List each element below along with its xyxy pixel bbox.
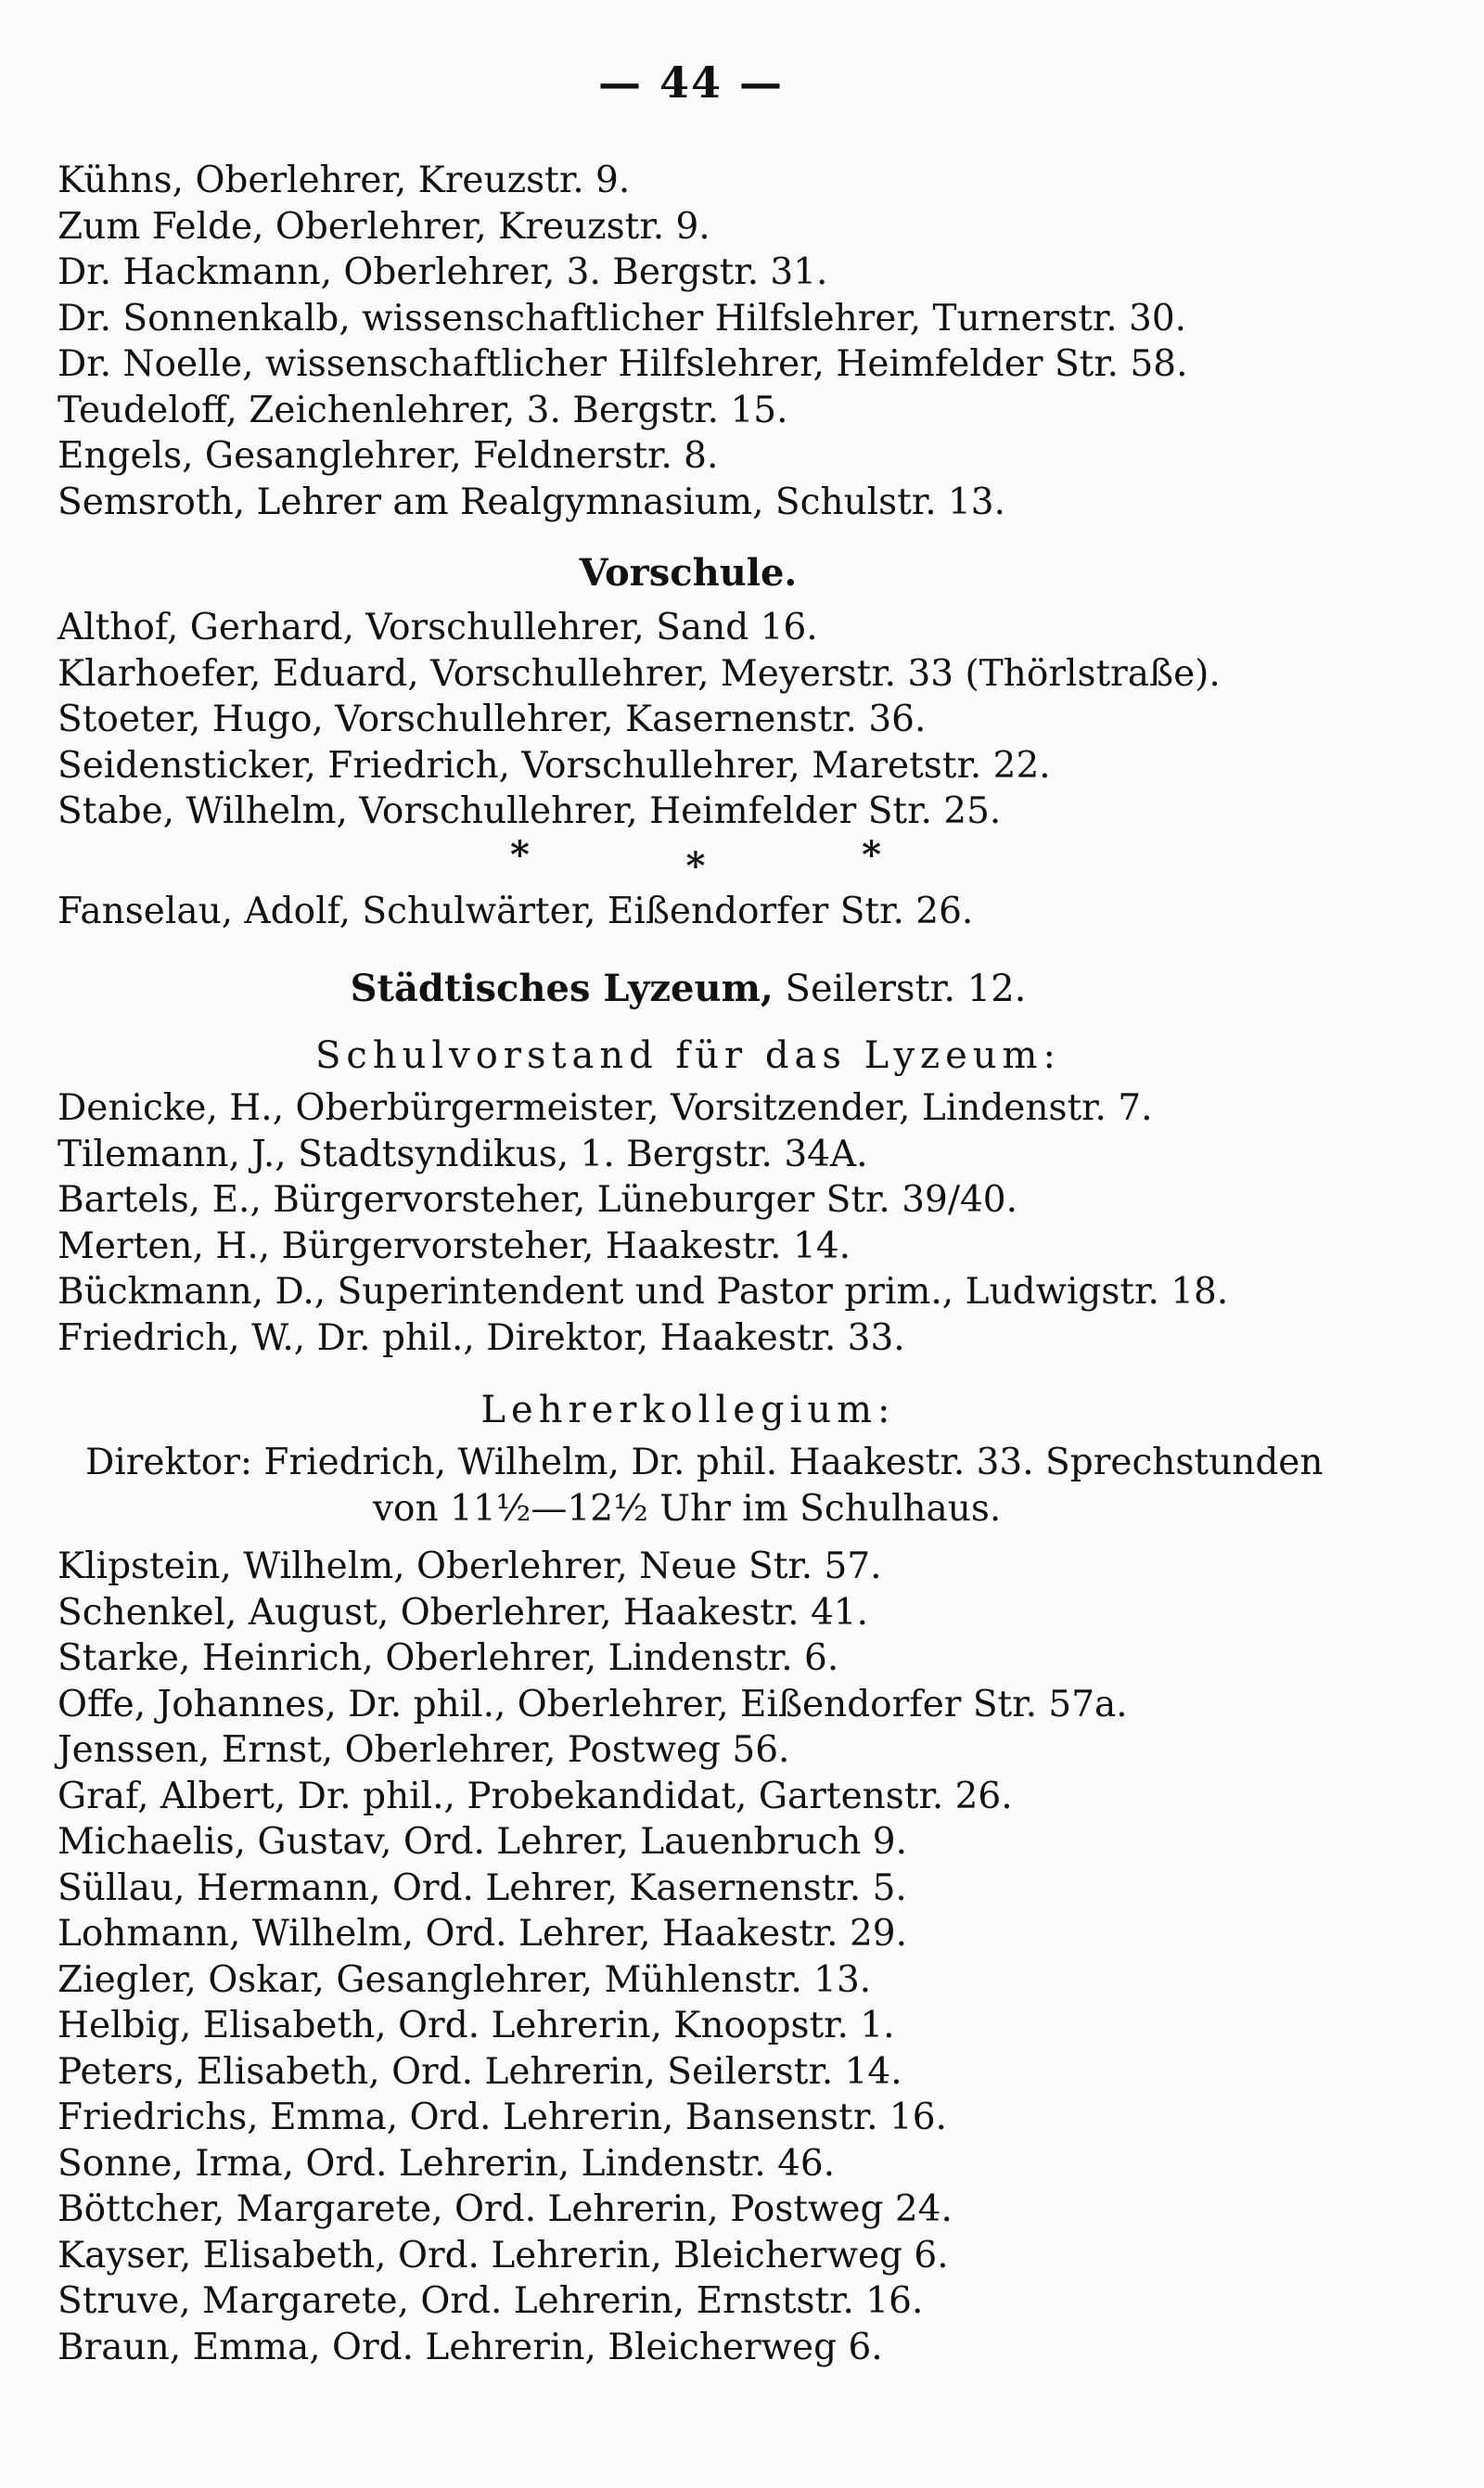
separator-star: * (862, 833, 881, 877)
schulvorstand-list (58, 1085, 1356, 1361)
director-office-hours: von 11½—12½ Uhr im Schulhaus. (373, 1487, 1002, 1530)
teacher-entry: Lohmann, Wilhelm, Ord. Lehrer, Haakestr. 29. (58, 1913, 907, 1955)
director-block (58, 1440, 1430, 1532)
staff-entry: Zum Felde, Oberlehrer, Kreuzstr. 9. (58, 205, 710, 248)
teacher-entry: Ziegler, Oskar, Gesanglehrer, Mühlenstr. 13. (58, 1958, 872, 2001)
vorschule-heading-text: Vorschule. (579, 551, 798, 595)
page-number: — 44 — (597, 58, 785, 108)
teacher-entry: Starke, Heinrich, Oberlehrer, Lindenstr. 6. (58, 1637, 839, 1679)
teacher-entry: Michaelis, Gustav, Ord. Lehrer, Lauenbruch 9. (58, 1821, 907, 1863)
staff-entry: Dr. Sonnenkalb, wissenschaftlicher Hilfslehrer, Turnerstr. 30. (58, 297, 1187, 340)
teacher-entry: Friedrichs, Emma, Ord. Lehrerin, Bansenstr. 16. (58, 2097, 947, 2138)
teacher-entry: Helbig, Elisabeth, Ord. Lehrerin, Knoopstr. 1. (58, 2005, 895, 2046)
lyzeum-heading-bold: Städtisches Lyzeum, (350, 967, 774, 1010)
staff-entry: Dr. Noelle, wissenschaftlicher Hilfslehrer, Heimfelder Str. 58. (58, 343, 1188, 385)
schulvorstand-entry: Denicke, H., Oberbürgermeister, Vorsitzender, Lindenstr. 7. (58, 1087, 1153, 1129)
staff-entry: Engels, Gesanglehrer, Feldnerstr. 8. (58, 435, 719, 477)
teacher-entry: Struve, Margarete, Ord. Lehrerin, Ernststr. 16. (58, 2280, 924, 2322)
stars-separator (58, 833, 1356, 888)
teacher-entry: Offe, Johannes, Dr. phil., Oberlehrer, Eißendorfer Str. 57a. (58, 1683, 1128, 1725)
vorschule-entry: Stabe, Wilhelm, Vorschullehrer, Heimfelder Str. 25. (58, 790, 1002, 832)
staff-entry: Teudeloff, Zeichenlehrer, 3. Bergstr. 15. (58, 389, 788, 431)
teacher-entry: Süllau, Hermann, Ord. Lehrer, Kasernenstr. 5. (58, 1866, 907, 1909)
teacher-list (58, 1544, 1356, 2370)
schulwaerter-entry: Fanselau, Adolf, Schulwärter, Eißendorfer Str. 26. (58, 891, 974, 932)
director-line: Direktor: Friedrich, Wilhelm, Dr. phil. Haakestr. 33. Sprechstunden (85, 1442, 1324, 1483)
vorschule-entry: Althof, Gerhard, Vorschullehrer, Sand 16. (58, 607, 818, 648)
teacher-entry: Graf, Albert, Dr. phil., Probekandidat, Gartenstr. 26. (58, 1775, 1013, 1817)
vorschule-entry: Klarhoefer, Eduard, Vorschullehrer, Meyerstr. 33 (Thörlstraße). (58, 652, 1221, 695)
after-stars-entry (58, 889, 1356, 935)
vorschule-entry: Stoeter, Hugo, Vorschullehrer, Kasernenstr. 36. (58, 699, 927, 740)
staff-entry: Kühns, Oberlehrer, Kreuzstr. 9. (58, 160, 631, 201)
teacher-entry: Peters, Elisabeth, Ord. Lehrerin, Seilerstr. 14. (58, 2050, 902, 2093)
staff-continued-list (58, 158, 1356, 525)
teacher-entry: Kayser, Elisabeth, Ord. Lehrerin, Bleicherweg 6. (58, 2234, 949, 2276)
teacher-entry: Sonne, Irma, Ord. Lehrerin, Lindenstr. 46. (58, 2142, 836, 2185)
schulvorstand-entry: Bartels, E., Bürgervorsteher, Lüneburger Str. 39/40. (58, 1179, 1017, 1221)
lehrerkollegium-heading: Lehrerkollegium: (480, 1389, 896, 1431)
vorschule-list (58, 605, 1356, 835)
separator-star: * (510, 833, 530, 877)
schulvorstand-entry: Bückmann, D., Superintendent und Pastor prim., Ludwigstr. 18. (58, 1271, 1229, 1313)
staff-entry: Semsroth, Lehrer am Realgymnasium, Schulstr. 13. (58, 481, 1006, 523)
schulvorstand-heading: Schulvorstand für das Lyzeum: (315, 1034, 1061, 1077)
schulvorstand-entry: Tilemann, J., Stadtsyndikus, 1. Bergstr. 34A. (58, 1133, 868, 1175)
teacher-entry: Schenkel, August, Oberlehrer, Haakestr. 41. (58, 1591, 868, 1634)
vorschule-heading (58, 549, 1319, 597)
lyzeum-heading-address: Seilerstr. 12. (773, 968, 1027, 1010)
schulvorstand-entry: Friedrich, W., Dr. phil., Direktor, Haakestr. 33. (58, 1316, 905, 1359)
teacher-entry: Braun, Emma, Ord. Lehrerin, Bleicherweg 6. (58, 2326, 883, 2368)
teacher-entry: Böttcher, Margarete, Ord. Lehrerin, Postweg 24. (58, 2188, 953, 2230)
schulvorstand-entry: Merten, H., Bürgervorsteher, Haakestr. 14. (58, 1225, 851, 1267)
separator-star: * (685, 844, 706, 888)
teacher-entry: Klipstein, Wilhelm, Oberlehrer, Neue Str. 57. (58, 1545, 882, 1587)
teacher-entry: Jenssen, Ernst, Oberlehrer, Postweg 56. (58, 1729, 790, 1771)
vorschule-entry: Seidensticker, Friedrich, Vorschullehrer, Maretstr. 22. (58, 744, 1051, 787)
staff-entry: Dr. Hackmann, Oberlehrer, 3. Bergstr. 31. (58, 251, 828, 293)
lyzeum-heading (58, 965, 1319, 1013)
